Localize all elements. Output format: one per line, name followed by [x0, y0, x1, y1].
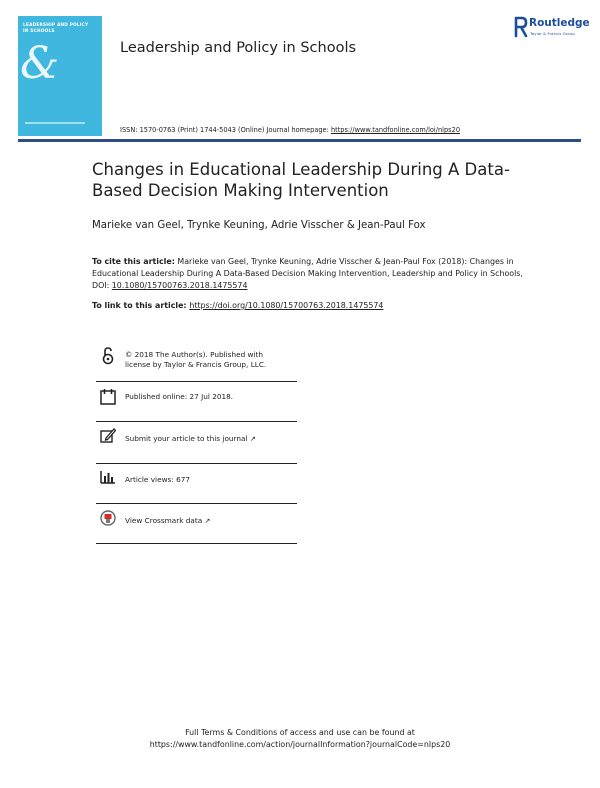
- citation-block: [92, 256, 532, 292]
- citation-label: To cite this article:: [92, 257, 175, 266]
- pencil-icon: [100, 427, 116, 445]
- article-link-block: [92, 301, 383, 310]
- footer-terms: [0, 727, 600, 751]
- citation-text: Marieke van Geel, Trynke Keuning, Adrie Visscher & Jean-Paul Fox (2018): Changes in Educational Leadership During A Data-Based Decision Making Intervention, Leadership and Policy in Schools, DOI:: [92, 257, 523, 290]
- article-views-text: Article views: 677: [125, 475, 191, 484]
- external-link-icon: ↗: [204, 517, 211, 525]
- bar-chart-icon: [100, 469, 116, 487]
- footer-terms-url[interactable]: https://www.tandfonline.com/action/journalInformation?journalCode=nlps20: [149, 740, 451, 749]
- open-access-text: © 2018 The Author(s). Published with license by Taylor & Francis Group, LLC.: [125, 350, 267, 369]
- article-authors: Marieke van Geel, Trynke Keuning, Adrie Visscher & Jean-Paul Fox: [92, 220, 426, 231]
- row-divider: [96, 543, 297, 544]
- crossmark-icon: [100, 509, 116, 527]
- row-divider: [96, 381, 297, 382]
- submit-article-link[interactable]: Submit your article to this journal ↗: [125, 434, 256, 443]
- footer-terms-text: Full Terms & Conditions of access and use can be found at: [185, 728, 415, 737]
- header-divider: [18, 139, 581, 142]
- article-doi-url[interactable]: https://doi.org/10.1080/15700763.2018.1475574: [189, 301, 384, 310]
- cover-decoration: [25, 122, 85, 124]
- publisher-tagline: Taylor & Francis Group: [530, 31, 575, 36]
- submit-row[interactable]: [96, 422, 297, 462]
- journal-homepage-link[interactable]: https://www.tandfonline.com/loi/nlps20: [330, 126, 461, 134]
- issn-text: ISSN: 1570-0763 (Print) 1744-5043 (Online) Journal homepage:: [120, 126, 331, 134]
- published-row: [96, 384, 297, 422]
- article-title: Changes in Educational Leadership During A Data-Based Decision Making Intervention: [92, 160, 510, 200]
- external-link-icon: ↗: [249, 435, 256, 443]
- calendar-icon: [100, 388, 116, 406]
- publisher-logo: [513, 16, 590, 38]
- issn-line: [120, 126, 460, 134]
- crossmark-link[interactable]: View Crossmark data ↗: [125, 516, 211, 525]
- published-date-text: Published online: 27 Jul 2018.: [125, 392, 234, 401]
- crossmark-row[interactable]: [96, 503, 297, 545]
- cover-ampersand-graphic: &: [20, 38, 60, 89]
- views-row: [96, 463, 297, 503]
- link-label: To link to this article:: [92, 301, 190, 310]
- journal-title: Leadership and Policy in Schools: [120, 40, 357, 56]
- cover-title: LEADERSHIP AND POLICY IN SCHOOLS: [23, 23, 89, 34]
- citation-doi-link[interactable]: 10.1080/15700763.2018.1475574: [111, 281, 248, 290]
- open-lock-icon: [100, 347, 116, 365]
- open-access-row: [96, 344, 297, 384]
- journal-cover: [18, 16, 102, 136]
- publisher-name: Routledge: [529, 17, 590, 29]
